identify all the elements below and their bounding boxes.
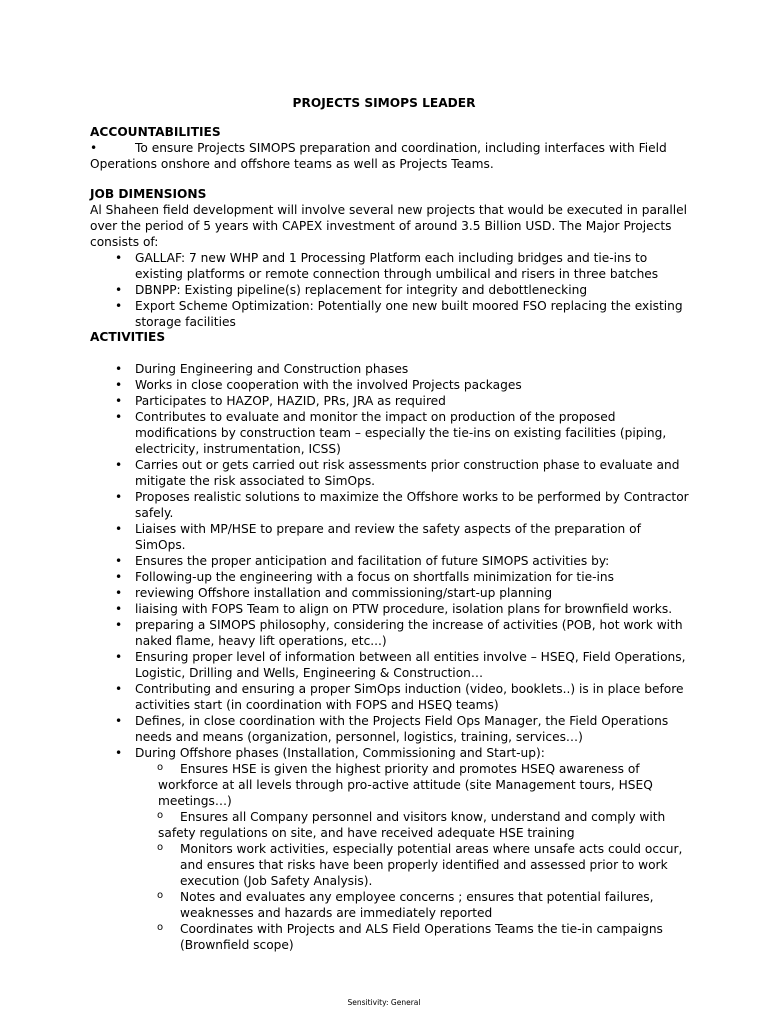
offshore-phase-sublist xyxy=(90,761,690,953)
activities-section xyxy=(90,329,690,345)
job-dimensions-intro: Al Shaheen field development will involve several new projects that would be executed in parallel over the period of 5 years with CAPEX investment of around 3.5 Billion USD. The Major Projects consists of: xyxy=(90,203,688,249)
job-dimensions-heading: JOB DIMENSIONS xyxy=(90,187,207,201)
sensitivity-footer: Sensitivity: General xyxy=(347,998,421,1007)
activities-heading: ACTIVITIES xyxy=(90,330,166,344)
sub-list-item: o Ensures all Company personnel and visitors know, understand and comply with safety regulations on site, and have received adequate HSE training xyxy=(90,809,690,841)
sub-list-item: o Coordinates with Projects and ALS Field Operations Teams the tie-in campaigns (Brownfield scope) xyxy=(90,921,690,953)
list-item: • preparing a SIMOPS philosophy, considering the increase of activities (POB, hot work with naked flame, heavy lift operations, etc...) xyxy=(90,617,690,649)
activities-list xyxy=(90,361,690,761)
list-item: • Liaises with MP/HSE to prepare and review the safety aspects of the preparation of SimOps. xyxy=(90,521,690,553)
list-item: • Export Scheme Optimization: Potentially one new built moored FSO replacing the existing storage facilities xyxy=(90,298,690,330)
accountabilities-heading: ACCOUNTABILITIES xyxy=(90,125,221,139)
accountabilities-line xyxy=(90,140,690,156)
major-projects-list xyxy=(90,250,690,330)
bullet-glyph: • xyxy=(90,141,98,155)
list-item: • Ensures the proper anticipation and facilitation of future SIMOPS activities by: xyxy=(90,553,690,569)
list-item: • Contributing and ensuring a proper SimOps induction (video, booklets..) is in place before activities start (in coordination with FOPS and HSEQ teams) xyxy=(90,681,690,713)
accountabilities-section xyxy=(90,124,690,172)
document-title: PROJECTS SIMOPS LEADER xyxy=(292,96,476,110)
list-item: • liaising with FOPS Team to align on PTW procedure, isolation plans for brownfield works. xyxy=(90,601,690,617)
activities-list-block xyxy=(90,361,690,953)
list-item: • During Engineering and Construction phases xyxy=(90,361,690,377)
sub-list-item: o Notes and evaluates any employee concerns ; ensures that potential failures, weaknesses and hazards are immediately reported xyxy=(90,889,690,921)
accountabilities-text-2: Operations onshore and offshore teams as well as Projects Teams. xyxy=(90,157,494,171)
accountabilities-text-1: To ensure Projects SIMOPS preparation and coordination, including interfaces with Field xyxy=(135,141,667,155)
list-item: • Following-up the engineering with a focus on shortfalls minimization for tie-ins xyxy=(90,569,690,585)
list-item: • GALLAF: 7 new WHP and 1 Processing Platform each including bridges and tie-ins to existing platforms or remote connection through umbilical and risers in three batches xyxy=(90,250,690,282)
list-item: • Contributes to evaluate and monitor the impact on production of the proposed modifications by construction team – especially the tie-ins on existing facilities (piping, electricity, instrumentation, ICSS) xyxy=(90,409,690,457)
job-dimensions-section xyxy=(90,186,690,330)
list-item: • Carries out or gets carried out risk assessments prior construction phase to evaluate and mitigate the risk associated to SimOps. xyxy=(90,457,690,489)
list-item: • Proposes realistic solutions to maximize the Offshore works to be performed by Contractor safely. xyxy=(90,489,690,521)
list-item: • During Offshore phases (Installation, Commissioning and Start-up): xyxy=(90,745,690,761)
list-item: • Ensuring proper level of information between all entities involve – HSEQ, Field Operations, Logistic, Drilling and Wells, Engineering & Construction… xyxy=(90,649,690,681)
list-item: • reviewing Offshore installation and commissioning/start-up planning xyxy=(90,585,690,601)
sub-list-item: o Ensures HSE is given the highest priority and promotes HSEQ awareness of workforce at all levels through pro-active attitude (site Management tours, HSEQ meetings…) xyxy=(90,761,690,809)
list-item: • Works in close cooperation with the involved Projects packages xyxy=(90,377,690,393)
list-item: • Defines, in close coordination with the Projects Field Ops Manager, the Field Operations needs and means (organization, personnel, logistics, training, services…) xyxy=(90,713,690,745)
list-item: • DBNPP: Existing pipeline(s) replacement for integrity and debottlenecking xyxy=(90,282,690,298)
list-item: • Participates to HAZOP, HAZID, PRs, JRA as required xyxy=(90,393,690,409)
sub-list-item: o Monitors work activities, especially potential areas where unsafe acts could occur, and ensures that risks have been properly identified and assessed prior to work execution (Job Safety Analysis). xyxy=(90,841,690,889)
